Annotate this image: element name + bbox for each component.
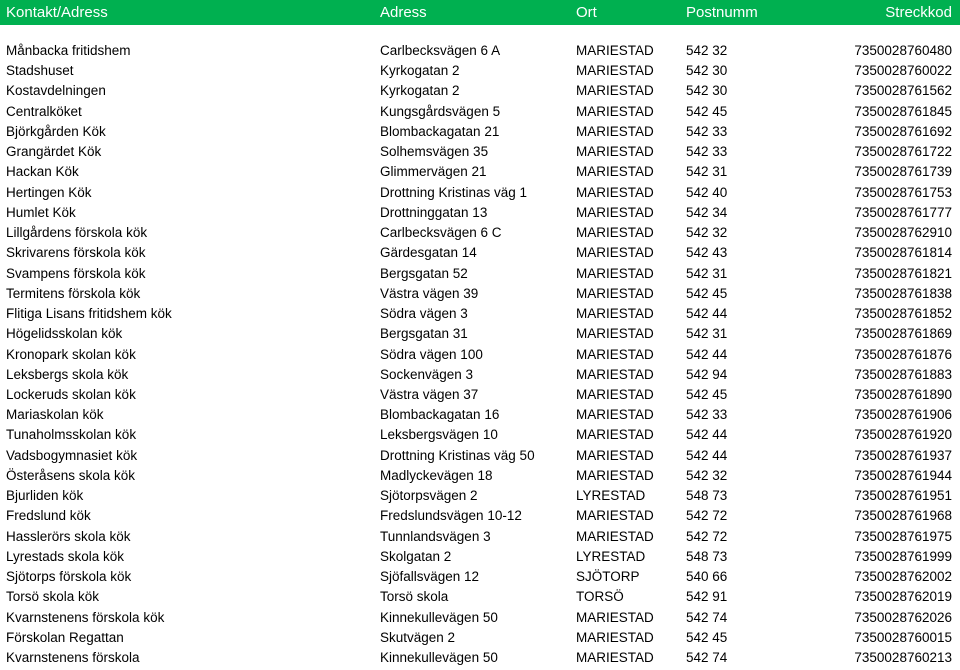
cell-city: MARIESTAD <box>576 346 654 362</box>
cell-address: Fredslundsvägen 10-12 <box>380 508 522 524</box>
cell-address: Madlyckevägen 18 <box>380 467 493 483</box>
cell-address: Västra vägen 39 <box>380 285 479 301</box>
cell-postal: 542 44 <box>686 346 728 362</box>
cell-name: Sjötorps förskola kök <box>6 569 132 585</box>
cell-address: Drottning Kristinas väg 1 <box>380 184 528 200</box>
cell-postal: 542 72 <box>686 508 728 524</box>
cell-postal: 542 33 <box>686 144 728 160</box>
cell-barcode: 7350028760015 <box>854 629 952 645</box>
header-postal: Postnumm <box>686 4 758 21</box>
cell-address: Drottninggatan 13 <box>380 204 488 220</box>
cell-name: Lyrestads skola kök <box>6 548 125 564</box>
cell-name: Skrivarens förskola kök <box>6 245 146 261</box>
cell-city: TORSÖ <box>576 589 624 605</box>
cell-address: Drottning Kristinas väg 50 <box>380 447 535 463</box>
cell-barcode: 7350028761944 <box>854 467 952 483</box>
cell-postal: 542 43 <box>686 245 728 261</box>
cell-address: Sjötorpsvägen 2 <box>380 488 478 504</box>
cell-name: Grangärdet Kök <box>6 144 102 160</box>
cell-postal: 542 32 <box>686 43 728 58</box>
cell-city: LYRESTAD <box>576 488 646 504</box>
table-row <box>0 446 960 466</box>
cell-barcode: 7350028761999 <box>854 548 952 564</box>
cell-address: Kyrkogatan 2 <box>380 63 460 79</box>
cell-name: Mariaskolan kök <box>6 407 104 423</box>
cell-name: Förskolan Regattan <box>6 629 124 645</box>
cell-barcode: 7350028761937 <box>854 447 952 463</box>
cell-barcode: 7350028761692 <box>854 123 952 139</box>
table-row <box>0 41 960 61</box>
table-row <box>0 264 960 284</box>
cell-address: Kinnekullevägen 50 <box>380 609 498 625</box>
cell-address: Skolgatan 2 <box>380 548 452 564</box>
cell-barcode: 7350028761890 <box>854 386 952 402</box>
cell-postal: 542 30 <box>686 83 728 99</box>
cell-name: Tunaholmsskolan kök <box>6 427 137 443</box>
table-row <box>0 486 960 506</box>
table-row <box>0 425 960 445</box>
cell-postal: 540 66 <box>686 569 728 585</box>
cell-city: MARIESTAD <box>576 265 654 281</box>
cell-city: MARIESTAD <box>576 326 654 342</box>
cell-address: Kyrkogatan 2 <box>380 83 460 99</box>
cell-name: Torsö skola kök <box>6 589 100 605</box>
cell-city: MARIESTAD <box>576 650 654 666</box>
cell-city: MARIESTAD <box>576 225 654 241</box>
table-row <box>0 284 960 304</box>
table-row <box>0 385 960 405</box>
cell-barcode: 7350028761821 <box>854 265 952 281</box>
cell-postal: 542 72 <box>686 528 728 544</box>
cell-city: MARIESTAD <box>576 164 654 180</box>
table-row <box>0 365 960 385</box>
cell-name: Lillgårdens förskola kök <box>6 225 148 241</box>
cell-postal: 542 31 <box>686 164 728 180</box>
cell-postal: 542 45 <box>686 386 728 402</box>
cell-name: Hasslerörs skola kök <box>6 528 131 544</box>
cell-address: Gärdesgatan 14 <box>380 245 477 261</box>
cell-barcode: 7350028761883 <box>854 366 952 382</box>
cell-name: Österåsens skola kök <box>6 467 136 483</box>
cell-address: Kungsgårdsvägen 5 <box>380 103 501 119</box>
cell-barcode: 7350028761722 <box>854 144 952 160</box>
header-name: Kontakt/Adress <box>6 4 108 21</box>
table-row <box>0 203 960 223</box>
cell-address: Carlbecksvägen 6 A <box>380 43 501 58</box>
cell-name: Centralköket <box>6 103 82 119</box>
cell-name: Vadsbogymnasiet kök <box>6 447 138 463</box>
cell-city: MARIESTAD <box>576 407 654 423</box>
cell-city: MARIESTAD <box>576 285 654 301</box>
cell-address: Sjöfallsvägen 12 <box>380 569 480 585</box>
cell-barcode: 7350028761906 <box>854 407 952 423</box>
header-city: Ort <box>576 4 597 21</box>
cell-address: Västra vägen 37 <box>380 386 479 402</box>
cell-address: Glimmervägen 21 <box>380 164 487 180</box>
cell-address: Torsö skola <box>380 589 449 605</box>
table-row <box>0 183 960 203</box>
table-row <box>0 324 960 344</box>
cell-address: Kinnekullevägen 50 <box>380 650 498 666</box>
table-row <box>0 466 960 486</box>
table-row <box>0 405 960 425</box>
cell-postal: 542 44 <box>686 427 728 443</box>
cell-city: MARIESTAD <box>576 103 654 119</box>
cell-address: Bergsgatan 52 <box>380 265 468 281</box>
table-row <box>0 527 960 547</box>
cell-postal: 542 94 <box>686 366 728 382</box>
cell-name: Termitens förskola kök <box>6 285 141 301</box>
table-row <box>0 608 960 628</box>
cell-postal: 542 33 <box>686 123 728 139</box>
table-row <box>0 81 960 101</box>
cell-city: MARIESTAD <box>576 467 654 483</box>
cell-name: Högelidsskolan kök <box>6 326 123 342</box>
cell-barcode: 7350028762019 <box>854 589 952 605</box>
table-row <box>0 102 960 122</box>
cell-postal: 542 44 <box>686 447 728 463</box>
table-row <box>0 567 960 587</box>
cell-city: MARIESTAD <box>576 204 654 220</box>
cell-postal: 542 91 <box>686 589 728 605</box>
cell-city: MARIESTAD <box>576 386 654 402</box>
cell-city: MARIESTAD <box>576 609 654 625</box>
cell-name: Kronopark skolan kök <box>6 346 136 362</box>
cell-barcode: 7350028762910 <box>854 225 952 241</box>
cell-postal: 542 74 <box>686 650 728 666</box>
cell-postal: 542 32 <box>686 467 728 483</box>
cell-barcode: 7350028760480 <box>854 43 952 58</box>
cell-address: Solhemsvägen 35 <box>380 144 489 160</box>
cell-postal: 542 32 <box>686 225 728 241</box>
table-row <box>0 628 960 648</box>
cell-name: Stadshuset <box>6 63 74 79</box>
table-row <box>0 547 960 567</box>
table-row <box>0 506 960 526</box>
table-row <box>0 304 960 324</box>
cell-name: Bjurliden kök <box>6 488 84 504</box>
cell-address: Blombackagatan 16 <box>380 407 500 423</box>
cell-barcode: 7350028761777 <box>854 204 952 220</box>
cell-address: Tunnlandsvägen 3 <box>380 528 491 544</box>
cell-city: MARIESTAD <box>576 184 654 200</box>
cell-city: MARIESTAD <box>576 427 654 443</box>
cell-postal: 542 33 <box>686 407 728 423</box>
table-row <box>0 142 960 162</box>
table-row <box>0 61 960 81</box>
cell-postal: 542 40 <box>686 184 728 200</box>
cell-city: MARIESTAD <box>576 528 654 544</box>
cell-barcode: 7350028761951 <box>854 488 952 504</box>
cell-city: LYRESTAD <box>576 548 646 564</box>
cell-name: Månbacka fritidshem <box>6 43 131 58</box>
table-row <box>0 648 960 668</box>
cell-barcode: 7350028761753 <box>854 184 952 200</box>
table-row <box>0 162 960 182</box>
cell-barcode: 7350028761845 <box>854 103 952 119</box>
cell-barcode: 7350028761838 <box>854 285 952 301</box>
cell-postal: 542 44 <box>686 306 728 322</box>
cell-name: Hackan Kök <box>6 164 79 180</box>
cell-postal: 542 45 <box>686 103 728 119</box>
cell-postal: 542 74 <box>686 609 728 625</box>
cell-city: MARIESTAD <box>576 629 654 645</box>
header-barcode: Streckkod <box>885 4 952 21</box>
cell-barcode: 7350028762026 <box>854 609 952 625</box>
cell-barcode: 7350028760213 <box>854 650 952 666</box>
cell-name: Hertingen Kök <box>6 184 92 200</box>
cell-name: Svampens förskola kök <box>6 265 146 281</box>
cell-postal: 542 31 <box>686 326 728 342</box>
cell-city: MARIESTAD <box>576 43 654 58</box>
cell-city: MARIESTAD <box>576 63 654 79</box>
cell-name: Björkgården Kök <box>6 123 106 139</box>
cell-address: Sockenvägen 3 <box>380 366 474 382</box>
cell-postal: 542 31 <box>686 265 728 281</box>
cell-postal: 548 73 <box>686 488 728 504</box>
cell-postal: 542 45 <box>686 285 728 301</box>
cell-barcode: 7350028761975 <box>854 528 952 544</box>
cell-barcode: 7350028760022 <box>854 63 952 79</box>
table-header <box>0 0 960 25</box>
cell-city: MARIESTAD <box>576 123 654 139</box>
cell-city: MARIESTAD <box>576 144 654 160</box>
table-row <box>0 243 960 263</box>
cell-address: Södra vägen 3 <box>380 306 468 322</box>
cell-city: SJÖTORP <box>576 569 640 585</box>
cell-name: Kvarnstenens förskola <box>6 650 140 666</box>
cell-postal: 542 30 <box>686 63 728 79</box>
cell-name: Kostavdelningen <box>6 83 106 99</box>
cell-name: Fredslund kök <box>6 508 91 524</box>
cell-address: Bergsgatan 31 <box>380 326 468 342</box>
cell-address: Blombackagatan 21 <box>380 123 500 139</box>
cell-name: Flitiga Lisans fritidshem kök <box>6 306 172 322</box>
cell-city: MARIESTAD <box>576 508 654 524</box>
cell-postal: 542 45 <box>686 629 728 645</box>
cell-barcode: 7350028761814 <box>854 245 952 261</box>
cell-address: Södra vägen 100 <box>380 346 483 362</box>
table-row <box>0 587 960 607</box>
header-address: Adress <box>380 4 427 21</box>
cell-barcode: 7350028761739 <box>854 164 952 180</box>
cell-postal: 542 34 <box>686 204 728 220</box>
cell-city: MARIESTAD <box>576 245 654 261</box>
table-row <box>0 122 960 142</box>
cell-barcode: 7350028762002 <box>854 569 952 585</box>
table-body <box>0 41 960 668</box>
cell-barcode: 7350028761920 <box>854 427 952 443</box>
cell-name: Humlet Kök <box>6 204 76 220</box>
cell-barcode: 7350028761968 <box>854 508 952 524</box>
cell-address: Leksbergsvägen 10 <box>380 427 498 443</box>
table-row <box>0 345 960 365</box>
table-row <box>0 223 960 243</box>
cell-barcode: 7350028761562 <box>854 83 952 99</box>
cell-name: Kvarnstenens förskola kök <box>6 609 165 625</box>
cell-city: MARIESTAD <box>576 83 654 99</box>
cell-postal: 548 73 <box>686 548 728 564</box>
cell-barcode: 7350028761869 <box>854 326 952 342</box>
cell-address: Skutvägen 2 <box>380 629 456 645</box>
cell-name: Lockeruds skolan kök <box>6 386 136 402</box>
cell-city: MARIESTAD <box>576 447 654 463</box>
cell-city: MARIESTAD <box>576 306 654 322</box>
cell-city: MARIESTAD <box>576 366 654 382</box>
cell-barcode: 7350028761852 <box>854 306 952 322</box>
cell-name: Leksbergs skola kök <box>6 366 129 382</box>
cell-barcode: 7350028761876 <box>854 346 952 362</box>
cell-address: Carlbecksvägen 6 C <box>380 225 502 241</box>
